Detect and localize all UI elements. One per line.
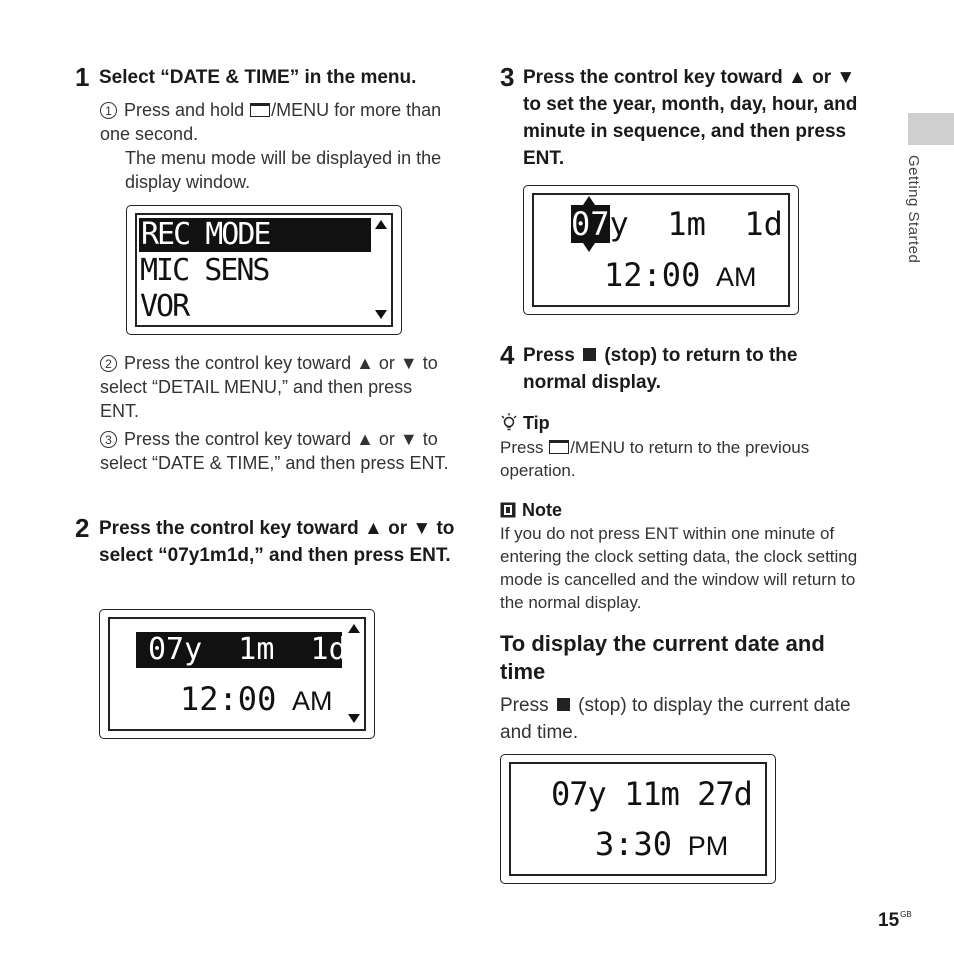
tip-text: Press /MENU to return to the previous operation. bbox=[500, 438, 810, 480]
lcd-time-line: 12:00 AM bbox=[180, 680, 333, 718]
scroll-down-icon bbox=[348, 714, 360, 723]
note-heading: Note bbox=[500, 499, 562, 521]
substep-marker: 3 bbox=[100, 431, 117, 448]
step-number: 2 bbox=[75, 513, 90, 543]
lcd-date-line: 07y 1m 1d bbox=[571, 205, 783, 243]
lcd-date-edit-display bbox=[523, 185, 799, 315]
tip-heading: Tip bbox=[500, 412, 550, 434]
note-icon bbox=[500, 502, 516, 518]
value-down-icon bbox=[583, 243, 595, 252]
section-label: Getting Started bbox=[905, 155, 922, 264]
step-heading: Press the control key toward ▲ or ▼ to set the year, month, day, hour, and minute in sequence, and then press ENT. bbox=[523, 67, 858, 169]
step-heading: Press (stop) to return to the normal display. bbox=[523, 345, 798, 393]
substep-marker: 1 bbox=[100, 102, 117, 119]
lcd-menu-item: VOR bbox=[140, 289, 189, 324]
lightbulb-icon bbox=[500, 412, 518, 432]
stop-icon bbox=[557, 698, 570, 711]
lcd-menu-display bbox=[126, 205, 402, 335]
value-up-icon bbox=[583, 196, 595, 205]
folder-icon bbox=[250, 103, 270, 117]
note-text: If you do not press ENT within one minute of entering the clock setting data, the clock setting mode is cancelled and the window will return to the normal display. bbox=[500, 524, 858, 612]
stop-icon bbox=[583, 348, 596, 361]
lcd-menu-item-selected: REC MODE bbox=[139, 218, 371, 252]
lcd-date-line: 07y 11m 27d bbox=[551, 775, 752, 813]
step-number: 3 bbox=[500, 62, 515, 92]
section-tab bbox=[908, 113, 954, 145]
lcd-menu-item: MIC SENS bbox=[140, 253, 269, 288]
folder-icon bbox=[549, 440, 569, 454]
lcd-selected-field: 07 bbox=[571, 205, 610, 243]
lcd-time-line: 12:00 AM bbox=[604, 256, 757, 294]
page-number: $15^{GB}$ bbox=[878, 910, 912, 931]
lcd-date-line: 07y 1m 1d bbox=[136, 632, 342, 668]
substep-3: 3 Press the control key toward ▲ or ▼ to select “DATE & TIME,” and then press ENT. bbox=[100, 429, 449, 473]
scroll-up-icon bbox=[348, 624, 360, 633]
section-heading: To display the current date and time bbox=[500, 631, 825, 684]
step-number: 1 bbox=[75, 62, 90, 92]
lcd-time-line: 3:30 PM bbox=[595, 825, 729, 863]
substep-2: 2 Press the control key toward ▲ or ▼ to select “DETAIL MENU,” and then press ENT. bbox=[100, 353, 438, 421]
substep-marker: 2 bbox=[100, 355, 117, 372]
scroll-up-icon bbox=[375, 220, 387, 229]
lcd-current-datetime-display bbox=[500, 754, 776, 884]
lcd-date-display bbox=[99, 609, 375, 739]
substep-1: 1 Press and hold /MENU for more than one second. bbox=[100, 100, 442, 144]
step-number: 4 bbox=[500, 340, 515, 370]
scroll-down-icon bbox=[375, 310, 387, 319]
step-heading: Select “DATE & TIME” in the menu. bbox=[99, 67, 417, 88]
step-heading: Press the control key toward ▲ or ▼ to select “07y1m1d,” and then press ENT. bbox=[99, 518, 455, 566]
section-text: Press (stop) to display the current date and time. bbox=[500, 695, 851, 743]
substep-1-detail: The menu mode will be displayed in the display window. bbox=[125, 148, 442, 192]
